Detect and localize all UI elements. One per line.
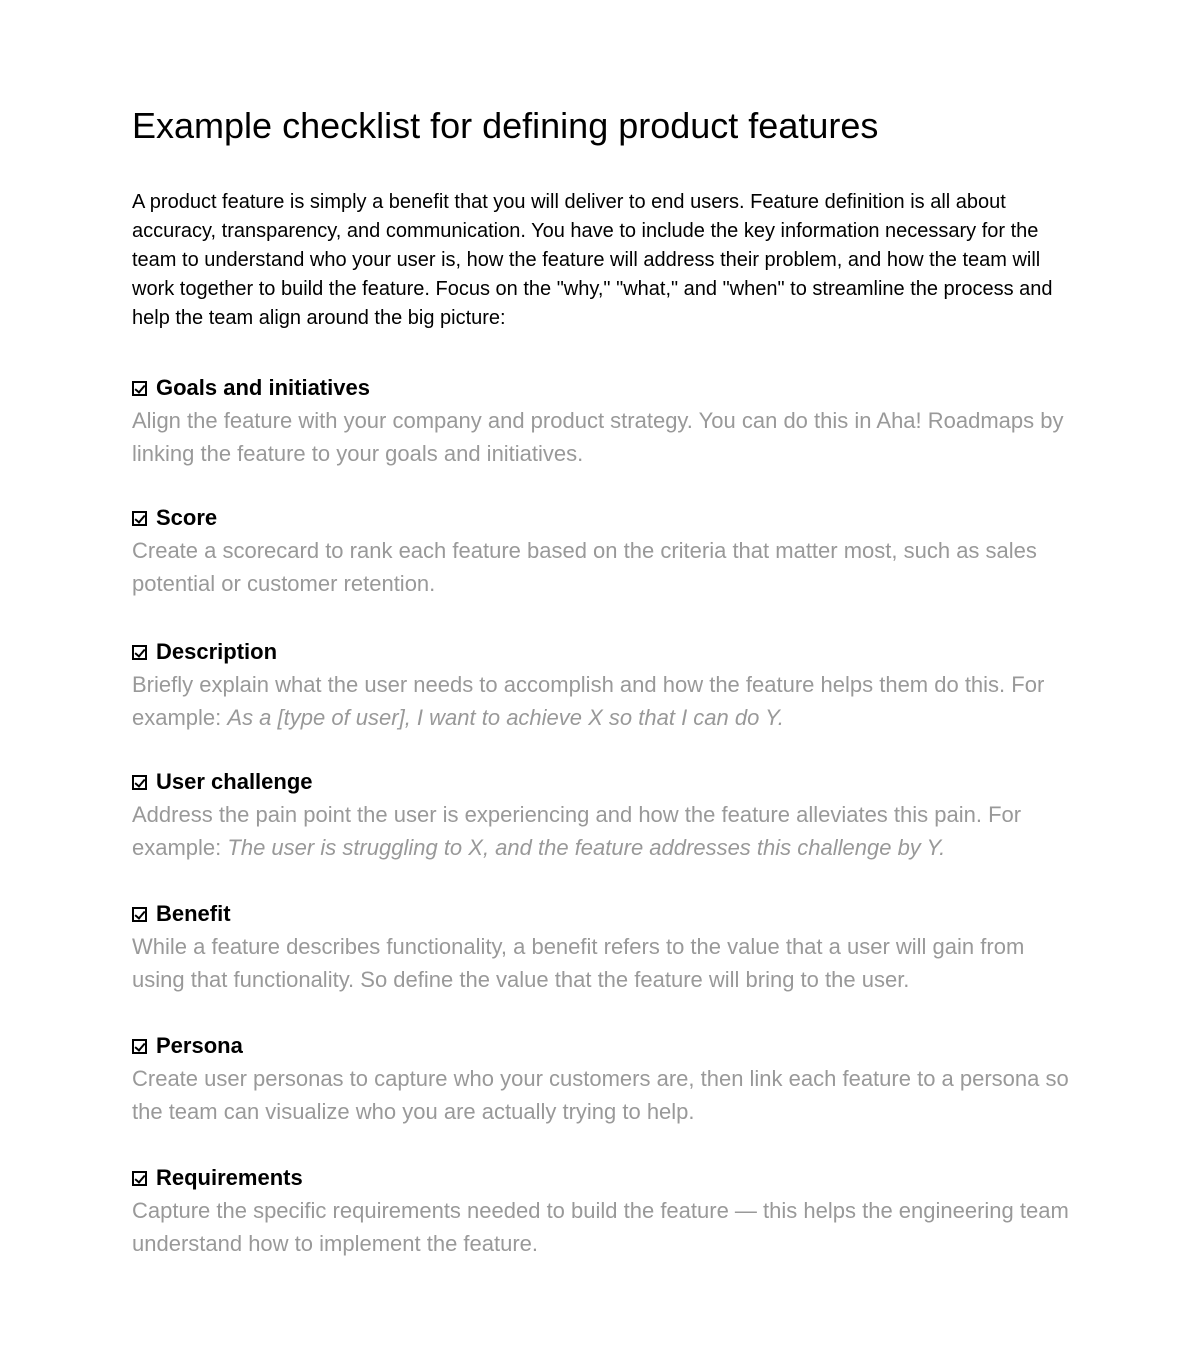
checked-box-icon [132,511,147,526]
checklist-item-heading [132,767,1082,797]
example-text: The user is struggling to X, and the feature addresses this challenge by Y. [227,834,946,860]
checklist-item-heading [132,637,1082,667]
checklist-item-description: Capture the specific requirements needed to build the feature — this helps the engineering team understand how to implement the feature. [132,1198,1069,1256]
checklist-item-title: User challenge [156,769,313,794]
checklist-item-description: Address the pain point the user is experiencing and how the feature alleviates this pain. For example: The user is struggling to X, and the feature addresses this challenge by Y. [132,802,1022,860]
checklist-item-title: Score [156,505,218,530]
checked-box-icon [132,1039,147,1054]
checklist-item-benefit [132,899,1082,996]
checklist-item-score [132,503,1082,600]
checked-box-icon [132,775,147,790]
checklist-item-user-challenge [132,767,1082,864]
checked-box-icon [132,907,147,922]
checklist-item-persona [132,1031,1082,1128]
checklist-item-description: Briefly explain what the user needs to accomplish and how the feature helps them do this. For example: As a [type of user], I want to achieve X so that I can do Y. [132,672,1045,730]
checked-box-icon [132,381,147,396]
checklist-item-description: While a feature describes functionality, a benefit refers to the value that a user will gain from using that functionality. So define the value that the feature will bring to the user. [132,934,1025,992]
checklist-item-description: Create a scorecard to rank each feature based on the criteria that matter most, such as sales potential or customer retention. [132,538,1037,596]
checked-box-icon [132,645,147,660]
checklist-item-title: Goals and initiatives [156,375,370,400]
checked-box-icon [132,1171,147,1186]
example-text: As a [type of user], I want to achieve X so that I can do Y. [227,704,784,730]
checklist-item-title: Persona [156,1033,243,1058]
checklist-item-heading [132,1031,1082,1061]
checklist-item-description [132,637,1082,734]
checklist-item-goals [132,373,1082,470]
page-title: Example checklist for defining product features [132,105,879,146]
checklist-item-requirements [132,1163,1082,1260]
checklist-item-description: Create user personas to capture who your customers are, then link each feature to a persona so the team can visualize who you are actually trying to help. [132,1066,1069,1124]
checklist-item-heading [132,373,1082,403]
checklist-item-heading [132,1163,1082,1193]
checklist-item-description: Align the feature with your company and product strategy. You can do this in Aha! Roadmaps by linking the feature to your goals and initiatives. [132,408,1064,466]
checklist-item-heading [132,503,1082,533]
checklist-item-title: Requirements [156,1165,303,1190]
checklist-item-title: Benefit [156,901,231,926]
intro-paragraph: A product feature is simply a benefit that you will deliver to end users. Feature definition is all about accuracy, transparency, and communication. You have to include the key information necessary for the team to understand who your user is, how the feature will address their problem, and how the team will work together to build the feature. Focus on the "why," "what," and "when" to streamline the process and help the team align around the big picture: [132,191,1053,329]
checklist-item-heading [132,899,1082,929]
checklist-item-title: Description [156,639,278,664]
